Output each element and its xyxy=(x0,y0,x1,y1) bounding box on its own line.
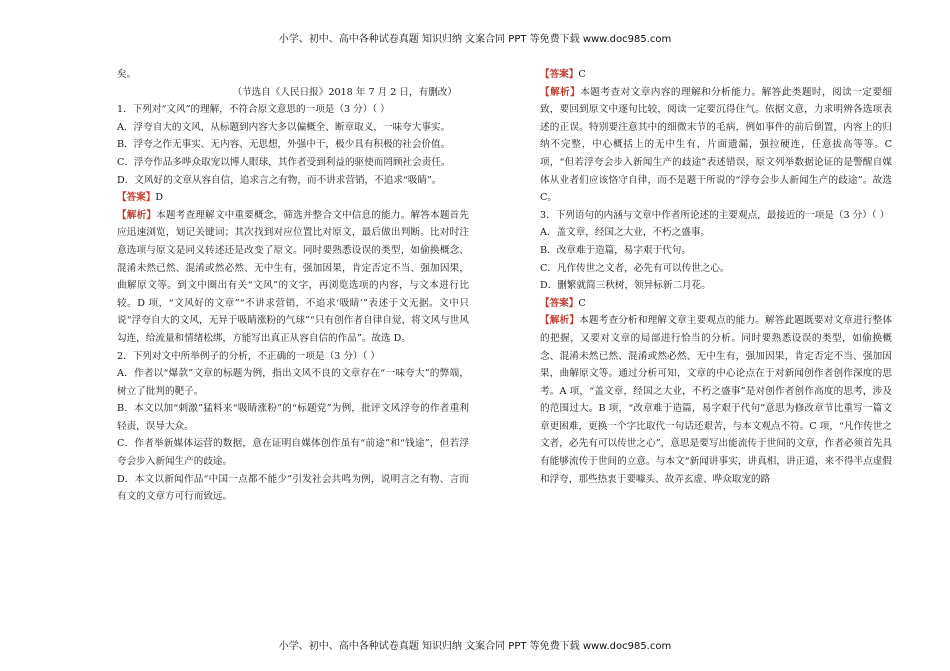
question-3-option-d: D．删繁就简三秋树，领异标新二月花。 xyxy=(540,280,711,292)
passage-tail: 矣。 xyxy=(117,69,137,80)
question-2-option-d: D．本文以新闻作品“中国一点都不能少”引发社会共鸣为例，说明言之有物、言而有文的文章方可行而致远。 xyxy=(117,473,469,503)
question-2-option-b: B．本文以加“刺激”猛料来“吸睛涨粉”的“标题党”为例，批评文风浮夸的作者重利轻责，误导大众。 xyxy=(117,403,469,432)
question-3-stem: 3．下列语句的内涵与文章中作者所论述的主要观点，最接近的一项是（3 分）（ ） xyxy=(540,209,890,221)
question-3-analysis xyxy=(540,312,892,488)
left-column xyxy=(117,66,469,506)
answer-tag: 【答案】 xyxy=(540,297,579,309)
analysis-text: 本题考查分析和理解文章主要观点的能力。解答此题既要对文章进行整体的把握，又要对文章的局部进行恰当的分析。同时要熟悉设误的类型，如偷换概念、混淆未然已然、混淆或然必然、无中生有，强加因果，肯定否定不当、强加因果，曲解原文等。通过分析可知，文章的中心论点在于对新闻创作者创作深度的思考。A 项，“盖文章，经国之大业，不朽之盛事”是对创作者创作高度的思考，涉及的范围过大。B 项，“改章难于造篇，易字艰于代句”意思为修改章节比重写一篇文章更困难，更换一个字比取代一句话还艰苦，与本文观点不符。C 项，“凡作传世之文者，必先有可以传世之心”，意思是要写出能流传于世间的文章，作者必须首先具有能够流传于世间的立意。与本文“新闻讲事实，讲真相，讲正道，来不得半点虚假和浮夸，那些热衷于要噱头、故弄玄虚、哗众取宠的路 xyxy=(540,315,893,485)
question-2-answer xyxy=(540,66,892,84)
question-2-option-a: A．作者以“爆款”文章的标题为例，指出文风不良的文章存在“一味夸大”的弊端，树立了批判的靶子。 xyxy=(117,368,469,397)
question-1-option-c: C．浮夸作品多哗众取宠以博人眼球，其作者受到利益的驱使而罔顾社会责任。 xyxy=(117,156,451,168)
question-2-option-c: C．作者举新媒体运营的数据，意在证明自媒体创作虽有“前途”和“钱途”，但若浮夸会步入新闻生产的歧途。 xyxy=(117,438,469,468)
question-2-stem: 2．下列对文中所举例子的分析，不正确的一项是（3 分）（ ） xyxy=(117,350,380,362)
question-1-stem: 1．下列对“文风”的理解，不符合原文意思的一项是（3 分）（ ） xyxy=(117,104,390,116)
question-1-option-d: D．文风好的文章从容自信，追求言之有物，而不讲求营销，不追求“吸睛”。 xyxy=(117,174,442,186)
answer-value: D xyxy=(155,192,164,204)
analysis-tag: 【解析】 xyxy=(540,86,581,98)
question-1-option-b: B．浮夸之作无事实、无内容、无思想，外强中干，极少具有积极的社会价值。 xyxy=(117,139,451,151)
answer-value: C xyxy=(578,69,586,80)
question-3-option-b: B．改章难于造篇，易字艰于代句。 xyxy=(540,244,691,256)
site-footer: 小学、初中、高中各种试卷真题 知识归纳 文案合同 PPT 等免费下载 www.doc985.com xyxy=(278,641,672,652)
analysis-tag: 【解析】 xyxy=(540,315,580,327)
question-1-option-a: A．浮夸自大的文风，从标题到内容大多以偏概全、断章取义，一味夸大事实。 xyxy=(117,121,451,133)
question-2-analysis xyxy=(540,84,892,207)
answer-tag: 【答案】 xyxy=(540,69,579,80)
question-1-answer xyxy=(117,189,469,207)
right-column xyxy=(540,66,892,488)
answer-tag: 【答案】 xyxy=(117,192,156,204)
passage-source: （节选自《人民日报》2018 年 7 月 2 日，有删改） xyxy=(232,86,457,98)
analysis-text: 本题考查对文章内容的理解和分析能力。解答此类题时，阅读一定要细致，要回到原文中逐句比较，阅读一定要沉得住气。依据文意，力求明辨各选项表述的正误。特别要注意其中的细微末节的毛病，例如事件的前后倒置，内容上的归纳不完整，中心概括上的无中生有，片面遗漏，强拉硬连，任意拔高等等。C 项，“但若浮夸会步入新闻生产的歧途”表述错误，原文列举数据论证的是警醒自媒体从业者们应该恪守自律，而不是题干所说的“浮夸会步人新闻生产的歧途”。故选 C。 xyxy=(540,86,893,204)
question-1-analysis xyxy=(117,207,469,348)
question-3-answer xyxy=(540,295,892,313)
question-3-option-a: A．盖文章，经国之大业，不朽之盛事。 xyxy=(540,227,711,239)
analysis-tag: 【解析】 xyxy=(117,209,157,221)
site-header: 小学、初中、高中各种试卷真题 知识归纳 文案合同 PPT 等免费下载 www.doc985.com xyxy=(278,34,672,45)
question-3-option-c: C．凡作传世之文者，必先有可以传世之心。 xyxy=(540,262,730,274)
answer-value: C xyxy=(578,297,586,309)
analysis-text: 本题考查理解文中重要概念，筛选并整合文中信息的能力。解答本题首先应迅速浏览，划记关键词；其次找到对应位置比对原文，最后做出判断。比对时注意选项与原文是同义转述还是改变了原文。同时要熟悉设误的类型，如偷换概念、混淆未然已然、混淆或然必然、无中生有，强加因果，肯定否定不当、强加因果，曲解原文等。到文中圈出有关“文风”的文字，再浏览选项的内容，与文本进行比较。D 项，“文风好的文章”“不讲求营销，不追求‘吸睛’”表述于文无据。文中只说“浮夸自大的文风，无异于吸睛涨粉的气球”“只有创作者自律自觉，将文风与世风勾连，给流量和情绪松绑，方能写出真正从容自信的作品”。故选 D。 xyxy=(117,209,470,344)
